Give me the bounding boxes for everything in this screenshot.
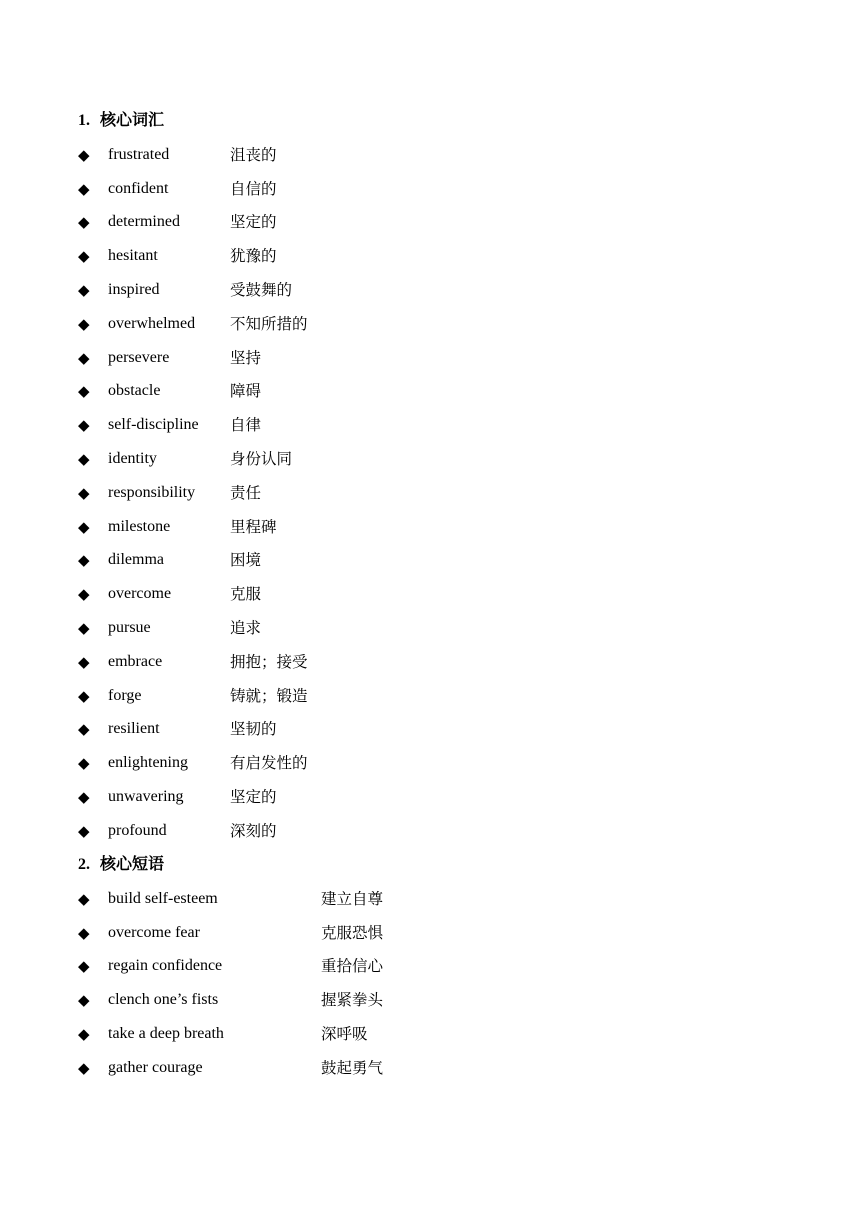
chinese-meaning: 深刻的 — [230, 821, 277, 840]
diamond-bullet-icon: ◆ — [78, 923, 90, 942]
diamond-bullet-icon: ◆ — [78, 314, 90, 333]
vocabulary-item — [78, 172, 308, 206]
diamond-bullet-icon: ◆ — [78, 551, 90, 570]
english-term: hesitant — [108, 247, 158, 265]
chinese-meaning: 不知所措的 — [230, 314, 308, 333]
vocabulary-item — [78, 544, 308, 578]
diamond-bullet-icon: ◆ — [78, 247, 90, 266]
english-term: overwhelmed — [108, 314, 196, 332]
english-term: profound — [108, 821, 167, 839]
diamond-bullet-icon: ◆ — [78, 1025, 90, 1044]
diamond-bullet-icon: ◆ — [78, 991, 90, 1010]
chinese-meaning: 里程碑 — [230, 517, 277, 536]
chinese-meaning: 受鼓舞的 — [230, 281, 293, 300]
english-term: regain confidence — [108, 957, 223, 975]
vocabulary-item — [78, 577, 308, 611]
english-term: determined — [108, 213, 180, 231]
diamond-bullet-icon: ◆ — [78, 348, 90, 367]
diamond-bullet-icon: ◆ — [78, 281, 90, 300]
diamond-bullet-icon: ◆ — [78, 889, 90, 908]
english-term: clench one’s fists — [108, 991, 219, 1009]
vocabulary-list — [78, 138, 308, 848]
chinese-meaning: 重拾信心 — [321, 957, 384, 976]
diamond-bullet-icon: ◆ — [78, 483, 90, 502]
chinese-meaning: 坚定的 — [230, 788, 277, 807]
vocabulary-item — [78, 476, 308, 510]
vocabulary-item — [78, 679, 308, 713]
diamond-bullet-icon: ◆ — [78, 686, 90, 705]
diamond-bullet-icon: ◆ — [78, 788, 90, 807]
diamond-bullet-icon: ◆ — [78, 213, 90, 232]
chinese-meaning: 建立自尊 — [321, 889, 384, 908]
diamond-bullet-icon: ◆ — [78, 720, 90, 739]
phrase-item — [78, 1017, 383, 1051]
phrase-item — [78, 950, 383, 984]
english-term: responsibility — [108, 483, 196, 501]
diamond-bullet-icon: ◆ — [78, 450, 90, 469]
vocabulary-item — [78, 780, 308, 814]
chinese-meaning: 铸就；锻造 — [230, 686, 308, 705]
diamond-bullet-icon: ◆ — [78, 957, 90, 976]
chinese-meaning: 拥抱；接受 — [230, 652, 308, 671]
vocabulary-item — [78, 611, 308, 645]
vocabulary-item — [78, 341, 308, 375]
vocabulary-item — [78, 239, 308, 273]
diamond-bullet-icon: ◆ — [78, 821, 90, 840]
english-term: milestone — [108, 517, 171, 535]
english-term: gather courage — [108, 1058, 203, 1076]
diamond-bullet-icon: ◆ — [78, 145, 90, 164]
section-number: 1. — [78, 112, 90, 129]
vocabulary-item — [78, 713, 308, 747]
vocabulary-item — [78, 510, 308, 544]
english-term: dilemma — [108, 551, 164, 569]
english-term: confident — [108, 179, 169, 197]
vocabulary-item — [78, 442, 308, 476]
english-term: resilient — [108, 720, 160, 738]
chinese-meaning: 障碍 — [230, 382, 262, 401]
diamond-bullet-icon: ◆ — [78, 1058, 90, 1077]
phrase-item — [78, 916, 383, 950]
english-term: enlightening — [108, 754, 188, 772]
section-heading-core-vocabulary — [78, 111, 164, 131]
vocabulary-item — [78, 408, 308, 442]
english-term: self-discipline — [108, 416, 199, 434]
diamond-bullet-icon: ◆ — [78, 382, 90, 401]
chinese-meaning: 坚持 — [230, 348, 262, 367]
chinese-meaning: 握紧拳头 — [321, 991, 384, 1010]
vocabulary-item — [78, 307, 308, 341]
chinese-meaning: 自信的 — [230, 179, 277, 198]
diamond-bullet-icon: ◆ — [78, 652, 90, 671]
chinese-meaning: 有启发性的 — [230, 754, 308, 773]
chinese-meaning: 沮丧的 — [230, 145, 277, 164]
english-term: inspired — [108, 281, 160, 299]
diamond-bullet-icon: ◆ — [78, 179, 90, 198]
phrase-item — [78, 882, 383, 916]
english-term: overcome fear — [108, 923, 200, 941]
chinese-meaning: 坚定的 — [230, 213, 277, 232]
chinese-meaning: 追求 — [230, 619, 262, 638]
chinese-meaning: 克服恐惧 — [321, 923, 384, 942]
chinese-meaning: 犹豫的 — [230, 247, 277, 266]
chinese-meaning: 深呼吸 — [321, 1025, 368, 1044]
section-heading-core-phrases — [78, 855, 164, 875]
english-term: build self-esteem — [108, 889, 218, 907]
diamond-bullet-icon: ◆ — [78, 754, 90, 773]
english-term: take a deep breath — [108, 1025, 224, 1043]
phrase-list — [78, 882, 383, 1085]
english-term: identity — [108, 450, 157, 468]
vocabulary-item — [78, 375, 308, 409]
english-term: persevere — [108, 348, 170, 366]
diamond-bullet-icon: ◆ — [78, 585, 90, 604]
english-term: unwavering — [108, 788, 184, 806]
vocabulary-item — [78, 814, 308, 848]
chinese-meaning: 克服 — [230, 585, 262, 604]
chinese-meaning: 自律 — [230, 416, 262, 435]
diamond-bullet-icon: ◆ — [78, 416, 90, 435]
vocabulary-item — [78, 746, 308, 780]
section-title-text: 核心短语 — [100, 856, 165, 873]
vocabulary-item — [78, 206, 308, 240]
phrase-item — [78, 983, 383, 1017]
diamond-bullet-icon: ◆ — [78, 517, 90, 536]
section-title-text: 核心词汇 — [100, 112, 165, 129]
english-term: obstacle — [108, 382, 161, 400]
phrase-item — [78, 1051, 383, 1085]
english-term: embrace — [108, 652, 163, 670]
vocabulary-item — [78, 273, 308, 307]
chinese-meaning: 身份认同 — [230, 450, 293, 469]
english-term: pursue — [108, 619, 151, 637]
chinese-meaning: 鼓起勇气 — [321, 1058, 384, 1077]
vocabulary-item — [78, 138, 308, 172]
section-number: 2. — [78, 856, 90, 873]
chinese-meaning: 责任 — [230, 483, 262, 502]
english-term: forge — [108, 686, 142, 704]
english-term: overcome — [108, 585, 172, 603]
chinese-meaning: 困境 — [230, 551, 262, 570]
diamond-bullet-icon: ◆ — [78, 619, 90, 638]
english-term: frustrated — [108, 145, 170, 163]
vocabulary-item — [78, 645, 308, 679]
chinese-meaning: 坚韧的 — [230, 720, 277, 739]
